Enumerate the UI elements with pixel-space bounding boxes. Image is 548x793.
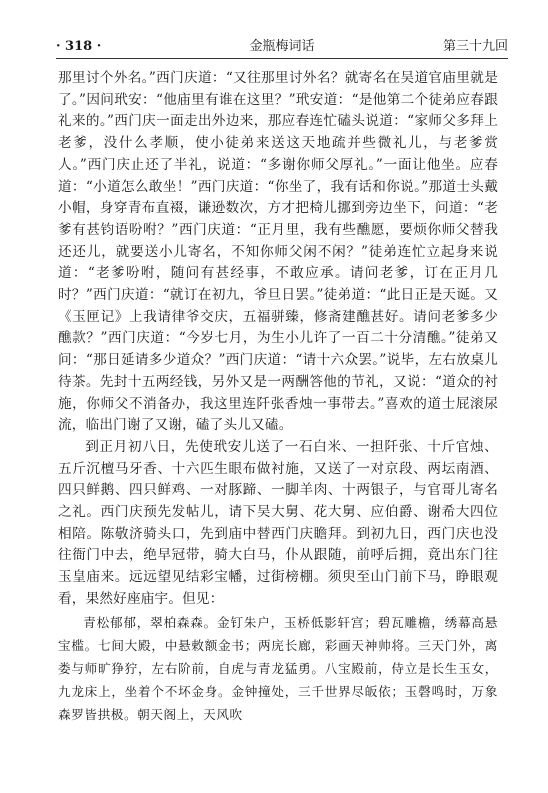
paragraph: 到正月初八日，先使玳安儿送了一石白米、一担阡张、十斤官烛、五斤沉檀马牙香、十六匹生眼布做衬施，又送了一对京段、两坛南酒、四只鲜鹅、四只鲜鸡、一对豚蹄、一脚羊肉、十两银子，与官哥儿寄名之礼。西门庆预先发帖儿，请下吴大舅、花大舅、应伯爵、谢希大四位相陪。陈敬济骑头口，先到庙中替西门庆瞻拜。到初九日，西门庆也没往衙门中去，绝早冠带，骑大白马，仆从跟随，前呼后拥，竟出东门往玉皇庙来。远远望见结彩宝幡，过街榜棚。须臾至山门前下马，睁眼观看，果然好座庙宇。但见：	[58, 438, 498, 607]
verse-passage: 青松郁郁，翠柏森森。金钉朱户，玉桥低影轩宫；碧瓦雕檐，绣幕高悬宝槛。七间大殿，中悬敕额金书；两庑长廊，彩画天神帅将。三天门外，离娄与师旷狰狞，左右阶前，自虎与青龙猛勇。八宝殿前，侍立是长生玉女，九龙床上，坐着个不坏金身。金钟撞处，三千世界尽皈依；玉磬鸣时，万象森罗皆拱极。朝天阁上，天风吹	[58, 614, 498, 723]
running-header	[56, 36, 508, 59]
page-body	[58, 68, 498, 727]
paragraph-continued: 那里讨个外名。”西门庆道：“又往那里讨外名？就寄名在吴道官庙里就是了。”因问玳安：“他庙里有谁在这里？”玳安道：“是他第二个徒弟应春跟礼来的。”西门庆一面走出外边来，那应春连忙磕头说道：“家师父多拜上老爹，没什么孝顺，使小徒弟来送这天地疏并些微礼儿，与老爹赏人。”西门庆止还了半礼，说道：“多谢你师父厚礼。”一面让他坐。应春道：“小道怎么敢坐！”西门庆道：“你坐了，我有话和你说。”那道士头戴小帽，身穿青布直裰，谦逊数次，方才把椅儿挪到旁边坐下，问道：“老爹有甚钧语吩咐？”西门庆道：“正月里，我有些醮愿，要烦你师父替我还还儿，就要送小儿寄名，不知你师父闲不闲？”徒弟连忙立起身来说道：“老爹吩咐，随问有甚经事，不敢应承。请问老爹，订在正月几时？”西门庆道：“就订在初九，爷旦日罢。”徒弟道：“此日正是天诞。又《玉匣记》上我请律爷交庆，五福骈臻，修斋建醮甚好。请问老爹多少醮款？”西门庆道：“今岁七月，为生小儿许了一百二十分清醮。”徒弟又问：“那日延请多少道众？”西门庆道：“请十六众罢。”说毕，左右放桌儿待茶。先封十五两经钱，另外又是一两酬答他的节礼，又说：“道众的衬施，你师父不消备办，我这里连阡张香烛一事带去。”喜欢的道士屁滚尿流，临出门谢了又谢，磕了头儿又磕。	[58, 70, 498, 434]
chapter-title: 第三十九回	[442, 39, 508, 54]
book-title: 金瓶梅词话	[249, 39, 315, 54]
page-number: · 318 ·	[56, 39, 102, 54]
